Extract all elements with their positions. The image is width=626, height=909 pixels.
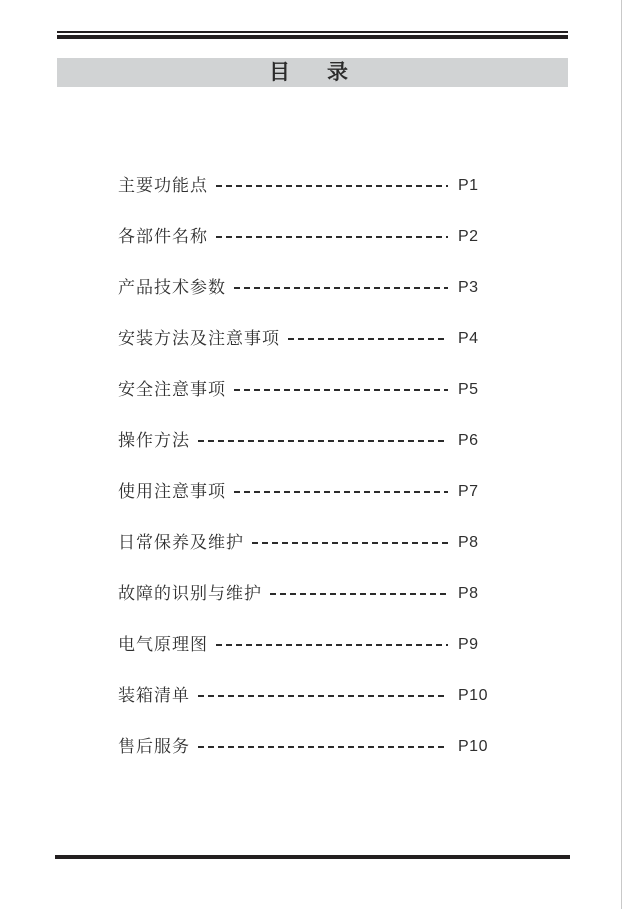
toc-row [118, 415, 502, 466]
dotted-leader [252, 542, 448, 544]
toc-page-number: P1 [458, 176, 479, 194]
toc-page-number: P8 [458, 584, 479, 602]
top-rule-thin [57, 31, 568, 33]
toc-row [118, 670, 502, 721]
toc-row [118, 466, 502, 517]
toc-row [118, 721, 502, 772]
toc-page-number: P5 [458, 380, 479, 398]
toc-label: 售后服务 [118, 737, 190, 756]
dotted-leader [216, 185, 448, 187]
toc-page-number: P10 [458, 686, 488, 704]
toc-label: 各部件名称 [118, 227, 208, 246]
toc-page-number: P2 [458, 227, 479, 245]
dotted-leader [198, 695, 448, 697]
toc-label: 日常保养及维护 [118, 533, 244, 552]
toc-page-number: P3 [458, 278, 479, 296]
toc-row [118, 211, 502, 262]
top-rule-thick [57, 35, 568, 39]
dotted-leader [198, 440, 448, 442]
dotted-leader [198, 746, 448, 748]
dotted-leader [234, 491, 448, 493]
toc-row [118, 313, 502, 364]
toc-page-number: P7 [458, 482, 479, 500]
toc-label: 使用注意事项 [118, 482, 226, 501]
toc-label: 电气原理图 [118, 635, 208, 654]
toc-page-number: P4 [458, 329, 479, 347]
toc-label: 故障的识别与维护 [118, 584, 262, 603]
toc-label: 安全注意事项 [118, 380, 226, 399]
toc-row [118, 568, 502, 619]
toc-page-number: P9 [458, 635, 479, 653]
toc-label: 装箱清单 [118, 686, 190, 705]
dotted-leader [234, 287, 448, 289]
dotted-leader [270, 593, 448, 595]
toc-label: 操作方法 [118, 431, 190, 450]
toc-row [118, 517, 502, 568]
toc-page-number: P10 [458, 737, 488, 755]
dotted-leader [288, 338, 448, 340]
dotted-leader [216, 236, 448, 238]
toc-list [118, 160, 502, 772]
bottom-rule [55, 855, 570, 859]
dotted-leader [216, 644, 448, 646]
dotted-leader [234, 389, 448, 391]
toc-page-number: P6 [458, 431, 479, 449]
toc-row [118, 619, 502, 670]
toc-label: 产品技术参数 [118, 278, 226, 297]
toc-page-number: P8 [458, 533, 479, 551]
toc-label: 主要功能点 [118, 176, 208, 195]
toc-title-bar [57, 58, 568, 87]
toc-row [118, 364, 502, 415]
toc-row [118, 262, 502, 313]
page-scan-edge [621, 0, 622, 909]
toc-row [118, 160, 502, 211]
toc-label: 安装方法及注意事项 [118, 329, 280, 348]
page-title: 目 录 [269, 61, 356, 84]
